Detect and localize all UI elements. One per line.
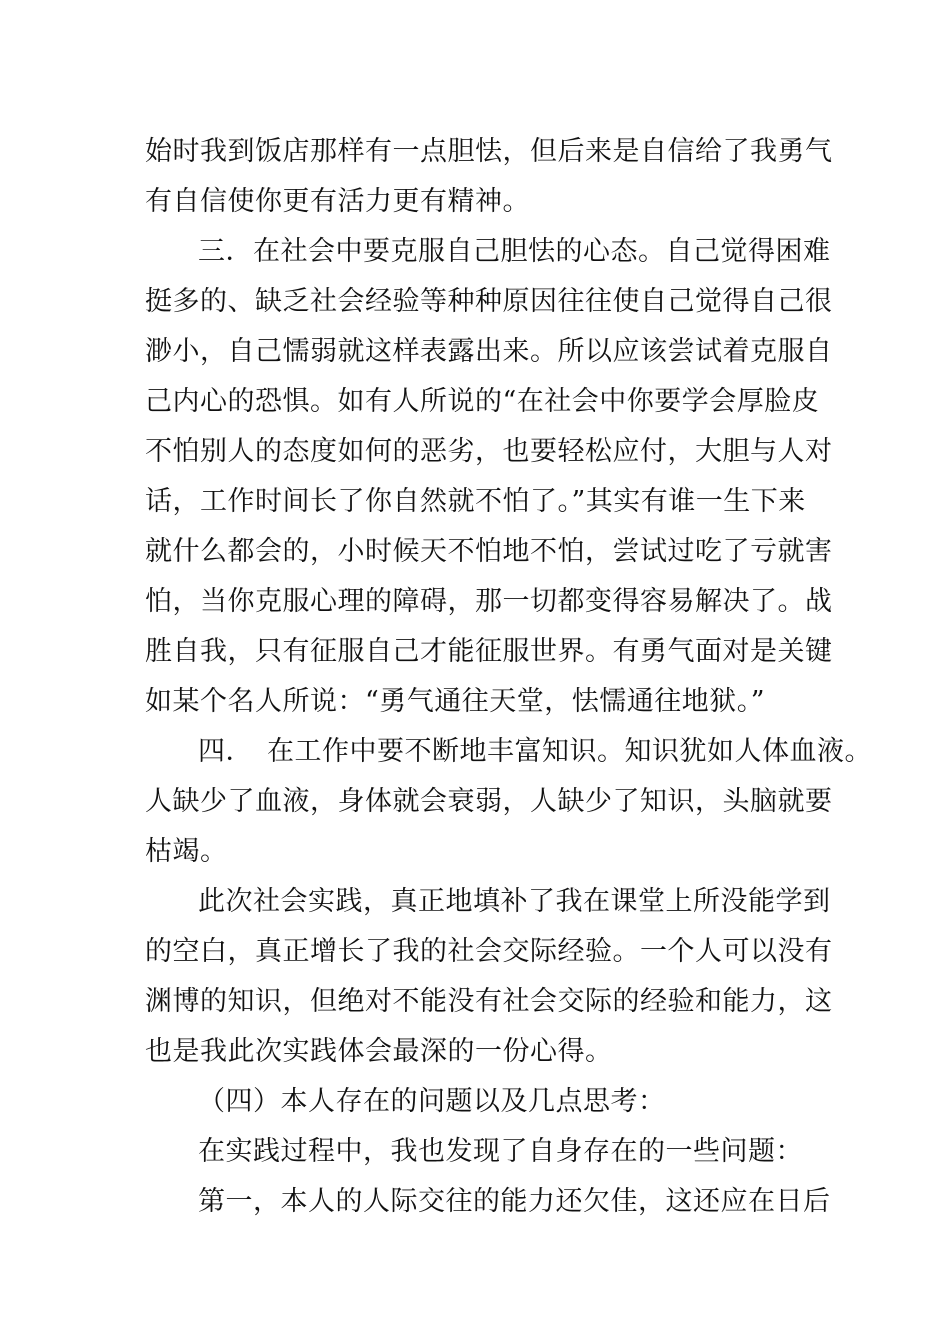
text-line: 胜自我，只有征服自己才能征服世界。有勇气面对是关键 bbox=[145, 636, 833, 667]
text-line: 渊博的知识，但绝对不能没有社会交际的经验和能力，这 bbox=[145, 986, 833, 1017]
text-line: 己内心的恐惧。如有人所说的“在社会中你要学会厚脸皮 bbox=[145, 386, 820, 417]
text-line: 如某个名人所说：“勇气通往天堂，怯懦通往地狱。” bbox=[145, 686, 766, 717]
text-line: 怕，当你克服心理的障碍，那一切都变得容易解决了。战 bbox=[145, 586, 833, 617]
section-heading: （四）本人存在的问题以及几点思考： bbox=[198, 1086, 666, 1117]
text-line: 话，工作时间长了你自然就不怕了。”其实有谁一生下来 bbox=[145, 486, 806, 517]
text-line: 四． 在工作中要不断地丰富知识。知识犹如人体血液。 bbox=[198, 736, 872, 767]
text-line: 就什么都会的，小时候天不怕地不怕，尝试过吃了亏就害 bbox=[145, 536, 833, 567]
text-line: 也是我此次实践体会最深的一份心得。 bbox=[145, 1036, 613, 1067]
text-line: 的空白，真正增长了我的社会交际经验。一个人可以没有 bbox=[145, 936, 833, 967]
text-line: 枯竭。 bbox=[145, 836, 228, 867]
text-line: 三．在社会中要克服自己胆怯的心态。自己觉得困难 bbox=[198, 236, 831, 267]
text-line: 挺多的、缺乏社会经验等种种原因往往使自己觉得自己很 bbox=[145, 286, 833, 317]
text-line: 有自信使你更有活力更有精神。 bbox=[145, 186, 530, 217]
text-line: 第一，本人的人际交往的能力还欠佳，这还应在日后 bbox=[198, 1186, 831, 1217]
text-line: 此次社会实践，真正地填补了我在课堂上所没能学到 bbox=[198, 886, 831, 917]
text-line: 渺小，自己懦弱就这样表露出来。所以应该尝试着克服自 bbox=[145, 336, 833, 367]
text-line: 始时我到饭店那样有一点胆怯，但后来是自信给了我勇气 bbox=[145, 136, 833, 167]
text-line: 人缺少了血液，身体就会衰弱，人缺少了知识，头脑就要 bbox=[145, 786, 833, 817]
text-line: 不怕别人的态度如何的恶劣，也要轻松应付，大胆与人对 bbox=[145, 436, 833, 467]
text-line: 在实践过程中，我也发现了自身存在的一些问题： bbox=[198, 1136, 803, 1167]
